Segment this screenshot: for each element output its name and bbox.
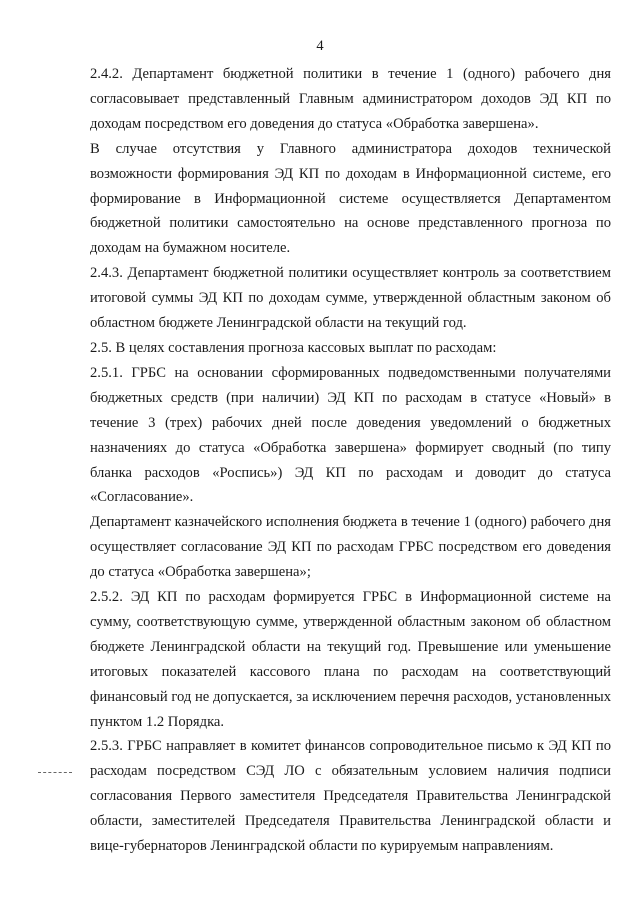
paragraph-no-technical-capability: В случае отсутствия у Главного администратора доходов технической возможности формирования ЭД КП по доходам в Информационной системе, его формирование в Информационной системе осуществляется Департаментом бюджетной политики самостоятельно на основе представленного прогноза по доходам на бумажном носителе.: [90, 140, 611, 257]
margin-dash-mark: [38, 772, 72, 773]
page-number: 4: [316, 38, 324, 54]
paragraph-2-5: 2.5. В целях составления прогноза кассовых выплат по расходам:: [90, 339, 497, 356]
paragraph-treasury-approval: Департамент казначейского исполнения бюджета в течение 1 (одного) рабочего дня осуществляет согласование ЭД КП по расходам ГРБС посредством его доведения до статуса «Обработка завершена»;: [90, 514, 611, 581]
paragraph-2-4-3: 2.4.3. Департамент бюджетной политики осуществляет контроль за соответствием итоговой суммы ЭД КП по доходам сумме, утвержденной областным законом об областном бюджете Ленинградской области на текущий год.: [90, 265, 611, 332]
document-body: [90, 62, 611, 859]
paragraph-2-5-1: 2.5.1. ГРБС на основании сформированных подведомственными получателями бюджетных средств (при наличии) ЭД КП по расходам в статусе «Новый» в течение 3 (трех) рабочих дней после доведения уведомлений о бюджетных назначениях до статуса «Обработка завершена» формирует сводный (по типу бланка расходов «Роспись») ЭД КП по расходам и доводит до статуса «Согласование».: [90, 364, 611, 506]
paragraph-2-5-3: 2.5.3. ГРБС направляет в комитет финансов сопроводительное письмо к ЭД КП по расходам посредством СЭД ЛО с обязательным условием наличия подписи согласования Первого заместителя Председателя Правительства Ленинградской области, заместителей Председателя Правительства Ленинградской области и вице-губернаторов Ленинградской области по курируемым направлениям.: [90, 738, 611, 855]
paragraph-2-5-2: 2.5.2. ЭД КП по расходам формируется ГРБС в Информационной системе на сумму, соответствующую сумме, утвержденной областным законом об областном бюджете Ленинградской области на текущий год. Превышение или уменьшение итоговых показателей кассового плана по расходам на соответствующий финансовый год не допускается, за исключением перечня расходов, установленных пунктом 1.2 Порядка.: [90, 589, 611, 730]
paragraph-2-4-2: 2.4.2. Департамент бюджетной политики в течение 1 (одного) рабочего дня согласовывает представленный Главным администратором доходов ЭД КП по доходам посредством его доведения до статуса «Обработка завершена».: [90, 66, 611, 132]
